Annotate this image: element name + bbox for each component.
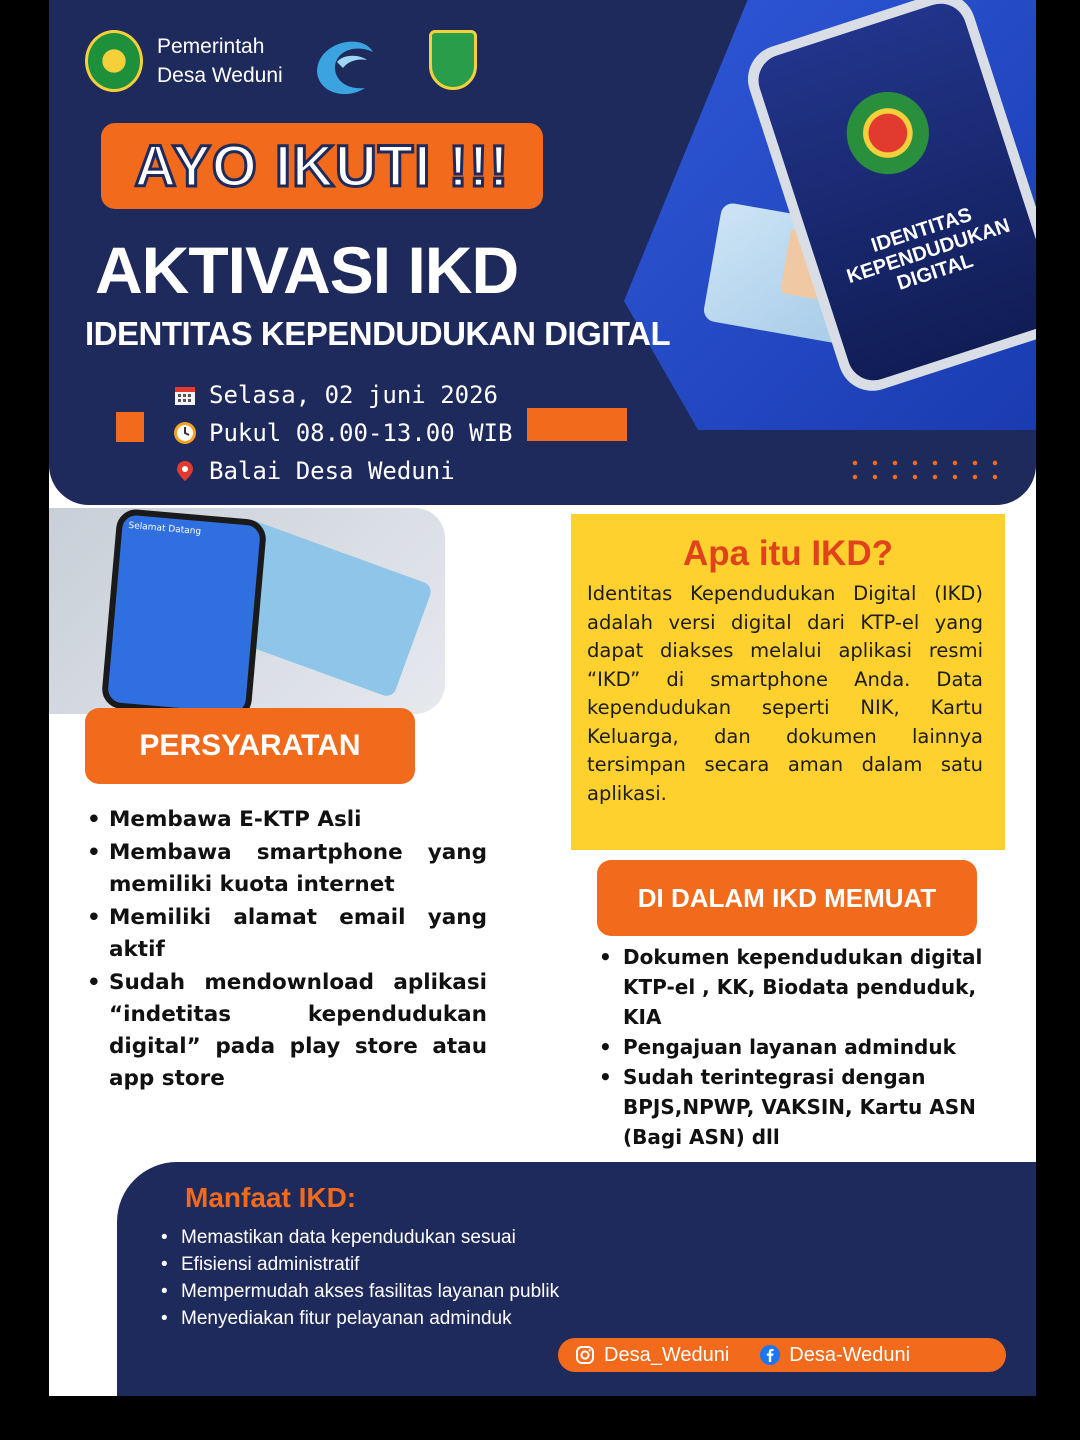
list-item: • Memiliki alamat email yang aktif bbox=[87, 902, 487, 966]
header-banner bbox=[49, 0, 1036, 505]
list-item: • Sudah terintegrasi dengan BPJS,NPWP, VAKSIN, Kartu ASN (Bagi ASN) dll bbox=[597, 1062, 997, 1152]
phone-app-label: IDENTITAS KEPENDUDUKAN DIGITAL bbox=[844, 203, 1013, 295]
org-name bbox=[157, 32, 283, 90]
list-item: • Dokumen kependudukan digital KTP-el , KK, Biodata penduduk, KIA bbox=[597, 942, 997, 1032]
list-item: • Memastikan data kependudukan sesuai bbox=[159, 1224, 559, 1251]
ministry-emblem-icon bbox=[85, 30, 143, 92]
event-info bbox=[173, 376, 512, 490]
memuat-label: DI DALAM IKD MEMUAT bbox=[597, 860, 977, 936]
memuat-list bbox=[597, 942, 997, 1152]
location-pin-icon bbox=[173, 459, 197, 483]
instagram-link[interactable] bbox=[574, 1344, 729, 1367]
persyaratan-label: PERSYARATAN bbox=[85, 708, 415, 784]
event-time-row bbox=[173, 414, 512, 452]
facebook-handle: Desa-Weduni bbox=[789, 1343, 911, 1366]
social-bar bbox=[558, 1338, 1006, 1372]
orange-square-decoration bbox=[116, 412, 144, 442]
org-line2: Desa Weduni bbox=[157, 64, 283, 87]
event-date: Selasa, 02 juni 2026 bbox=[209, 381, 498, 409]
list-item: • Efisiensi administratif bbox=[159, 1251, 559, 1278]
instagram-handle: Desa_Weduni bbox=[604, 1343, 730, 1366]
garuda-emblem-icon bbox=[827, 73, 948, 194]
list-item: • Mempermudah akses fasilitas layanan publik bbox=[159, 1278, 559, 1305]
org-line1: Pemerintah bbox=[157, 35, 265, 58]
ayo-ikuti-badge bbox=[101, 123, 543, 209]
ayo-ikuti-text: AYO IKUTI !!! bbox=[134, 133, 510, 199]
facebook-icon bbox=[759, 1344, 781, 1366]
dot-pattern-decoration bbox=[845, 456, 1005, 486]
instagram-icon bbox=[574, 1344, 596, 1366]
poster bbox=[49, 0, 1036, 1396]
main-title: AKTIVASI IKD bbox=[95, 233, 519, 307]
list-item: • Menyediakan fitur pelayanan adminduk bbox=[159, 1305, 559, 1332]
calendar-icon bbox=[173, 383, 197, 407]
apa-itu-ikd-body: Identitas Kependudukan Digital (IKD) adalah versi digital dari KTP-el yang dapat diakses melalui aplikasi resmi “IKD” di smartphone Anda. Data kependudukan seperti NIK, Kartu Keluarga, dan dokumen lainnya tersimpan secara aman dalam satu aplikasi. bbox=[587, 582, 983, 805]
phone-photo-text: Selamat Datang bbox=[128, 520, 202, 538]
sub-title: IDENTITAS KEPENDUDUKAN DIGITAL bbox=[85, 315, 671, 352]
list-item: • Membawa smartphone yang memiliki kuota internet bbox=[87, 837, 487, 901]
event-place-row bbox=[173, 452, 512, 490]
clock-icon bbox=[173, 421, 197, 445]
orange-bar-decoration bbox=[527, 408, 627, 441]
fish-logo-icon bbox=[307, 32, 377, 98]
phone-photo bbox=[101, 508, 268, 714]
event-date-row bbox=[173, 376, 512, 414]
logo-row bbox=[85, 30, 283, 92]
list-item: • Sudah mendownload aplikasi “indetitas kependudukan digital” pada play store atau app store bbox=[87, 967, 487, 1095]
manfaat-title: Manfaat IKD: bbox=[185, 1182, 357, 1213]
regency-shield-icon bbox=[429, 30, 477, 90]
event-time: Pukul 08.00-13.00 WIB bbox=[209, 419, 513, 447]
list-item: • Membawa E-KTP Asli bbox=[87, 804, 487, 836]
facebook-link[interactable] bbox=[759, 1344, 910, 1367]
ikd-photo bbox=[49, 508, 445, 714]
manfaat-list bbox=[159, 1224, 559, 1332]
event-place: Balai Desa Weduni bbox=[209, 457, 455, 485]
list-item: • Pengajuan layanan adminduk bbox=[597, 1032, 997, 1062]
footer-dot-decoration bbox=[61, 1192, 101, 1362]
apa-itu-ikd-box bbox=[571, 514, 1005, 850]
persyaratan-list bbox=[87, 804, 487, 1096]
footer-panel bbox=[117, 1162, 1036, 1396]
apa-itu-ikd-title: Apa itu IKD? bbox=[683, 534, 893, 573]
